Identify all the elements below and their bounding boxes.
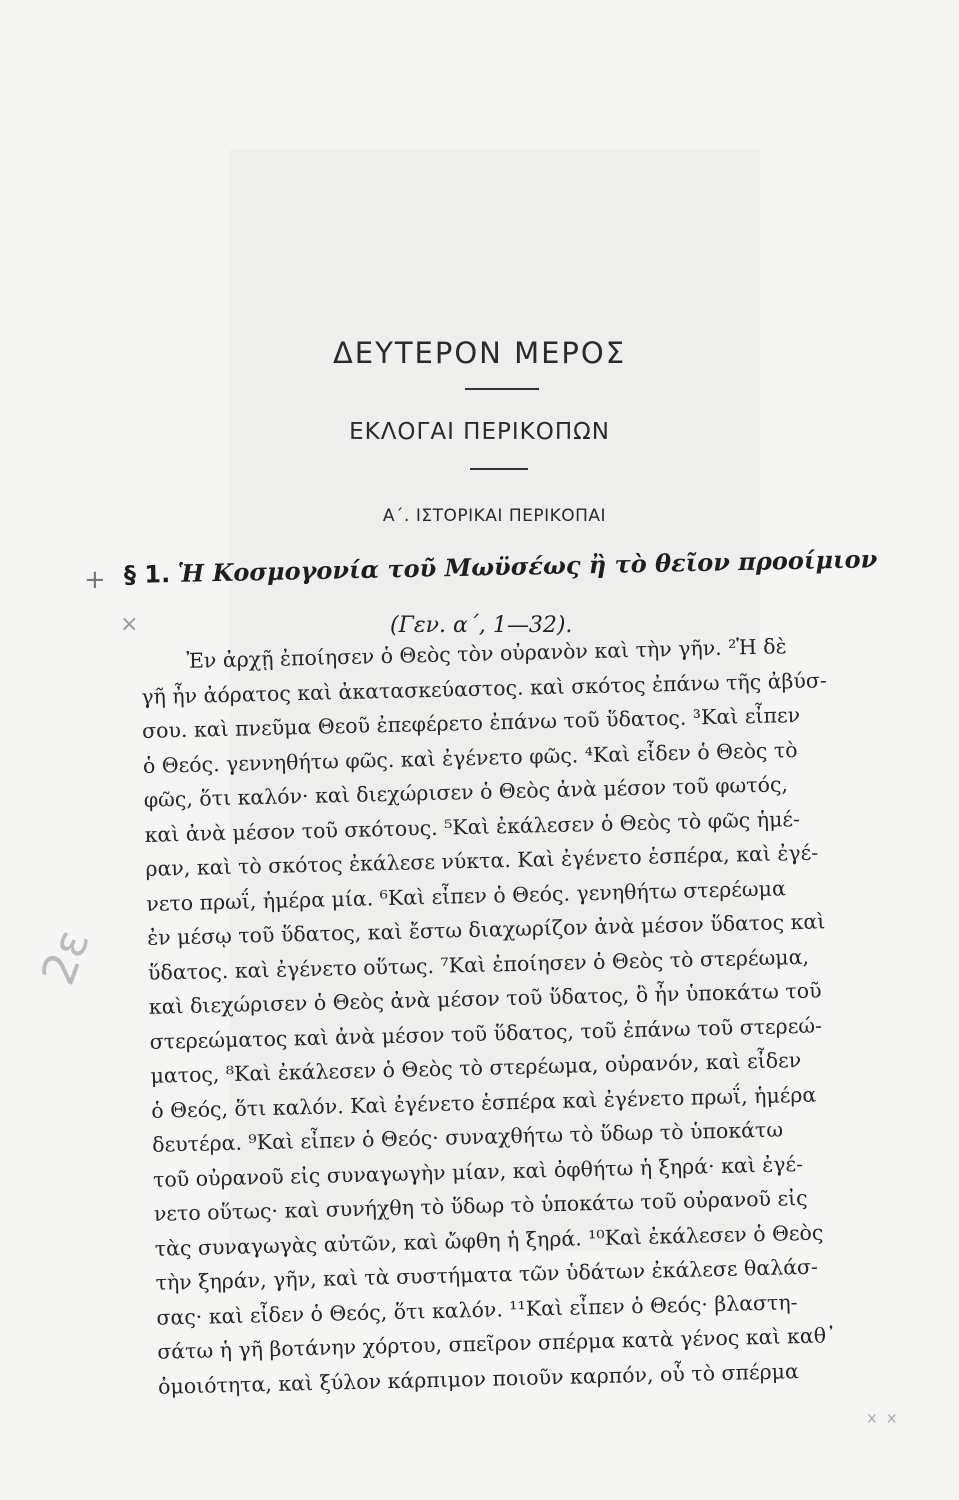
part-title: ΔΕΥΤΕΡΟΝ ΜΕΡΟΣ	[332, 336, 627, 370]
part-subtitle: ΕΚΛΟΓΑΙ ΠΕΡΙΚΟΠΩΝ	[349, 419, 610, 445]
text-line: γῆ ἦν ἀόρατος καὶ ἀκατασκεύαστος. καὶ σκότος ἐπάνω τῆς ἀβύσ-	[140, 667, 827, 709]
text-line: τὴν ξηράν, γῆν, καὶ τὰ συστήματα τῶν ὑδάτων ἐκάλεσε θαλάσ-	[155, 1254, 819, 1295]
body-text	[140, 626, 928, 1404]
text-line: ὕδατος. καὶ ἐγένετο οὕτως. ⁷Καὶ ἐποίησεν ὁ Θεὸς τὸ στερέωμα,	[147, 944, 810, 985]
section-heading: Α΄. ΙΣΤΟΡΙΚΑΙ ΠΕΡΙΚΟΠΑΙ	[382, 506, 607, 526]
text-line: τὰς συναγωγὰς αὐτῶν, καὶ ὤφθη ἡ ξηρά. ¹⁰Καὶ ἐκάλεσεν ὁ Θεὸς	[154, 1219, 824, 1261]
paragraph-number: § 1.	[123, 560, 171, 589]
text-line: καὶ διεχώρισεν ὁ Θεὸς ἀνὰ μέσον τοῦ ὕδατος, ὃ ἦν ὑποκάτω τοῦ	[148, 978, 822, 1019]
end-mark: ˣ ˣ	[866, 1408, 898, 1438]
margin-plus-mark: +	[84, 565, 106, 595]
text-line: δευτέρα. ⁹Καὶ εἶπεν ὁ Θεός· συναχθήτω τὸ ὕδωρ τὸ ὑποκάτω	[151, 1117, 784, 1157]
text-line: ματος, ⁸Καὶ ἐκάλεσεν ὁ Θεὸς τὸ στερέωμα, οὐρανόν, καὶ εἶδεν	[150, 1047, 802, 1088]
text-line: ὁμοιότητα, καὶ ξύλον κάρπιμον ποιοῦν καρπόν, οὗ τὸ σπέρμα	[157, 1358, 800, 1399]
text-line: σας· καὶ εἶδεν ὁ Θεός, ὅτι καλόν. ¹¹Καὶ εἶπεν ὁ Θεός· βλαστη-	[156, 1289, 798, 1330]
text-line: ὁ Θεός. γεννηθήτω φῶς. καὶ ἐγένετο φῶς. ⁴Καὶ εἶδεν ὁ Θεὸς τὸ	[142, 737, 798, 778]
margin-cross-mark: ×	[120, 612, 139, 637]
text-line: ραν, καὶ τὸ σκότος ἐκάλεσε νύκτα. Καὶ ἐγένετο ἑσπέρα, καὶ ἐγέ-	[145, 840, 819, 881]
text-line: ἐν μέσῳ τοῦ ὕδατος, καὶ ἔστω διαχωρίζον ἀνὰ μέσον ὕδατος καὶ	[146, 909, 826, 950]
text-line: στερεώματος καὶ ἀνὰ μέσον τοῦ ὕδατος, τοῦ ἐπάνω τοῦ στερεώ-	[149, 1012, 823, 1054]
margin-scribble: 2ε	[30, 922, 100, 992]
text-line: ὁ Θεός, ὅτι καλόν. Καὶ ἐγένετο ἑσπέρα καὶ ἐγένετο πρωΐ, ἡμέρα	[151, 1082, 817, 1123]
title-rule	[465, 388, 539, 390]
text-line: νετο οὕτως· καὶ συνήχθη τὸ ὕδωρ τὸ ὑποκάτω τοῦ οὐρανοῦ εἰς	[153, 1185, 808, 1226]
subtitle-rule	[470, 468, 528, 470]
text-line: σάτω ἡ γῆ βοτάνην χόρτου, σπεῖρον σπέρμα κατὰ γένος καὶ καθ᾽	[156, 1323, 837, 1364]
paragraph-title: Ἡ Κοσμογονία τοῦ Μωϋσέως ἢ τὸ θεῖον προοίμιον	[177, 544, 878, 588]
text-line: φῶς, ὅτι καλόν· καὶ διεχώρισεν ὁ Θεὸς ἀνὰ μέσον τοῦ φωτός,	[143, 772, 789, 812]
scripture-reference: (Γεν. α΄, 1—32).	[390, 613, 573, 638]
text-line: Ἐν ἀρχῇ ἐποίησεν ὁ Θεὸς τὸν οὐρανὸν καὶ τὴν γῆν. ²Ἡ δὲ	[186, 634, 787, 673]
text-line: τοῦ οὐρανοῦ εἰς συναγωγὴν μίαν, καὶ ὀφθήτω ἡ ξηρά· καὶ ἐγέ-	[152, 1151, 804, 1192]
text-line: νετο πρωΐ, ἡμέρα μία. ⁶Καὶ εἶπεν ὁ Θεός. γενηθήτω στερέωμα	[146, 875, 787, 916]
text-line: καὶ ἀνὰ μέσον τοῦ σκότους. ⁵Καὶ ἐκάλεσεν ὁ Θεὸς τὸ φῶς ἡμέ-	[144, 806, 801, 847]
text-line: σου. καὶ πνεῦμα Θεοῦ ἐπεφέρετο ἐπάνω τοῦ ὕδατος. ³Καὶ εἶπεν	[141, 702, 801, 743]
